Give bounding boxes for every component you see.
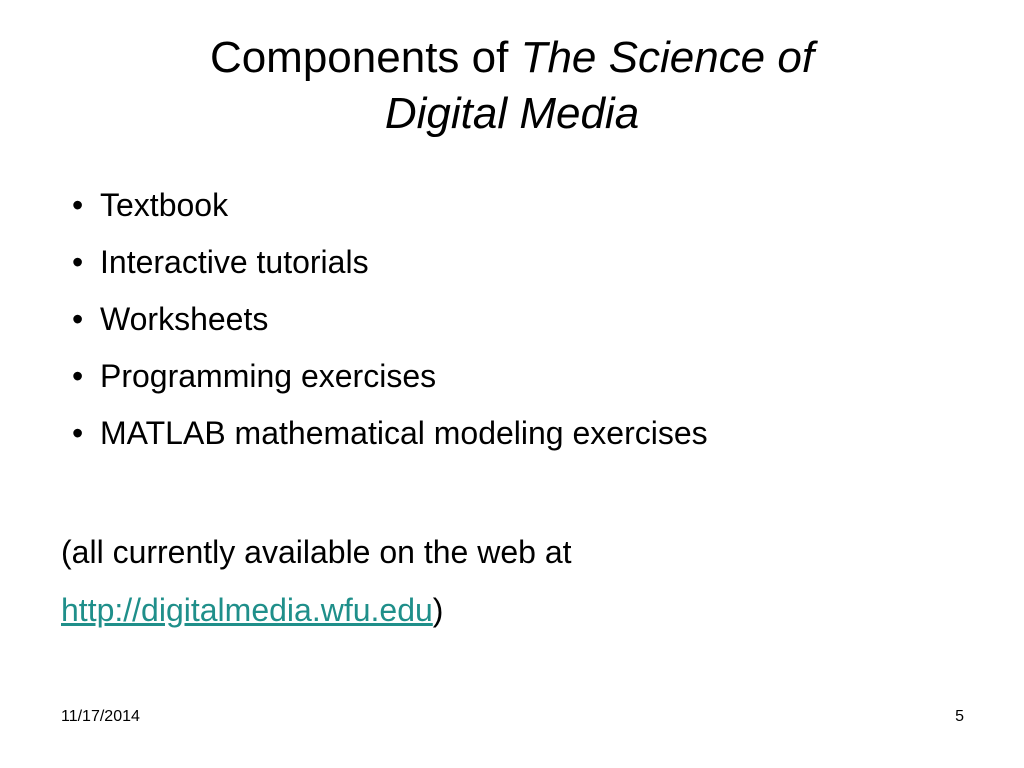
bullet-text: Interactive tutorials	[100, 244, 369, 280]
bullet-item	[60, 243, 960, 281]
title-plain: Components of	[209, 33, 521, 82]
bullet-list	[60, 186, 960, 471]
availability-link-line	[61, 590, 443, 630]
bullet-icon: •	[72, 415, 84, 451]
bullet-text: MATLAB mathematical modeling exercises	[100, 415, 708, 451]
slide-title	[60, 30, 964, 142]
bullet-text: Worksheets	[100, 301, 269, 337]
bullet-text: Programming exercises	[100, 358, 437, 394]
closing-paren: )	[432, 592, 444, 628]
slide-number: 5	[955, 708, 964, 725]
bullet-icon: •	[72, 244, 84, 280]
bullet-item	[60, 414, 960, 452]
website-link[interactable]: http://digitalmedia.wfu.edu	[61, 592, 433, 628]
bullet-item	[60, 300, 960, 338]
availability-note: (all currently available on the web at	[61, 534, 572, 570]
title-italic-part-1: The Science of	[520, 33, 815, 82]
bullet-icon: •	[72, 301, 84, 337]
title-italic-part-2: Digital Media	[384, 89, 640, 138]
bullet-item	[60, 357, 960, 395]
bullet-icon: •	[72, 187, 84, 223]
footer-date: 11/17/2014	[61, 708, 140, 725]
bullet-item	[60, 186, 960, 224]
bullet-icon: •	[72, 358, 84, 394]
bullet-text: Textbook	[100, 187, 229, 223]
